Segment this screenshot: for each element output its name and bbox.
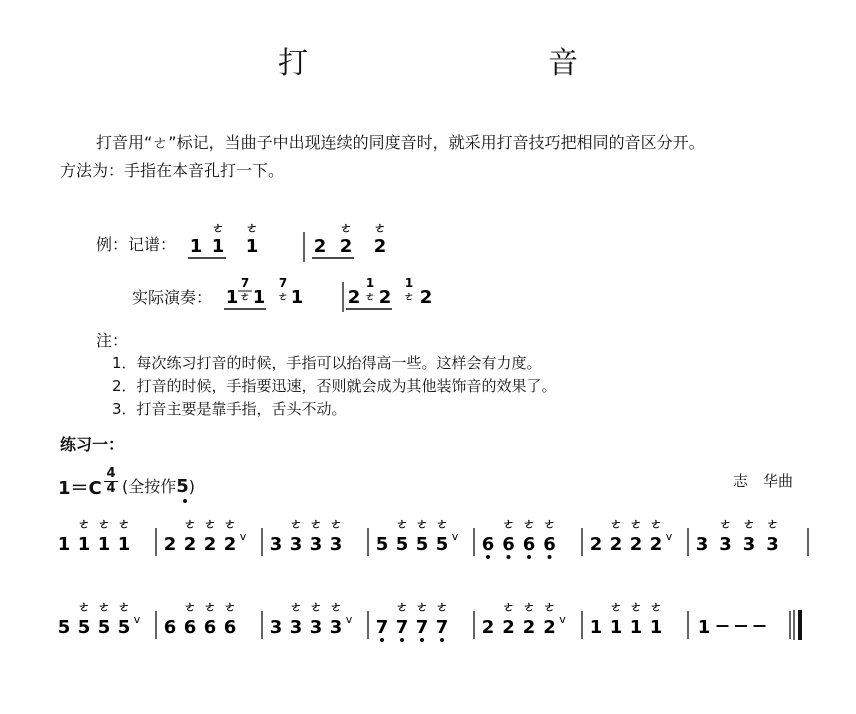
notation-note: 2	[313, 236, 327, 257]
grace-mark: ㄜ	[609, 517, 623, 531]
actual-note: 2	[378, 287, 392, 308]
grace-mark: ㄜ	[97, 517, 111, 531]
exercise-heading: 练习一：	[60, 435, 125, 454]
grace-mark: ㄜ	[183, 517, 197, 531]
exercise-note: 6	[203, 617, 217, 638]
exercise-note: 3	[309, 617, 323, 638]
lower-octave-dot	[420, 638, 424, 642]
grace-mark: ㄜ	[435, 600, 449, 614]
grace-mark: ㄜ	[329, 517, 343, 531]
actual-note: 1	[252, 287, 266, 308]
grace-mark: ㄜ	[365, 292, 375, 303]
exercise-note: 1	[629, 617, 643, 638]
intro-line-2: 方法为：手指在本音孔打一下。	[60, 161, 285, 180]
grace-mark: ㄜ	[117, 600, 131, 614]
exercise-note: 3	[695, 534, 709, 555]
exercise-note: 7	[395, 617, 409, 638]
grace-mark: ㄜ	[203, 600, 217, 614]
exercise-note: 3	[329, 534, 343, 555]
breath-mark: v	[239, 530, 247, 543]
exercise-note: 5	[375, 534, 389, 555]
exercise-note: 6	[522, 534, 536, 555]
exercise-note: 7	[375, 617, 389, 638]
exercise-note: 3	[289, 534, 303, 555]
key-signature: 1＝C	[58, 478, 102, 499]
example-actual-label: 实际演奏：	[132, 288, 213, 307]
exercise-note: 5	[57, 617, 71, 638]
exercise-note: 5	[117, 617, 131, 638]
grace-mark: ㄜ	[502, 600, 515, 614]
grace-mark: ㄜ	[415, 517, 429, 531]
grace-mark: ㄜ	[289, 517, 303, 531]
intro-line-1: 打音用“ㄜ”标记，当曲子中出现连续的同度音时，就采用打音技巧把相同的音区分开。	[96, 133, 705, 152]
breath-mark: v	[451, 530, 459, 543]
actual-note: 1	[225, 287, 239, 308]
grace-mark: ㄜ	[629, 517, 643, 531]
example-notation-label: 例：记谱：	[96, 235, 177, 254]
exercise-note: 2	[203, 534, 217, 555]
exercise-note: 7	[435, 617, 449, 638]
lower-octave-dot	[183, 499, 187, 503]
exercise-note: 1	[589, 617, 603, 638]
exercise-note: 5	[395, 534, 409, 555]
grace-mark: ㄜ	[522, 517, 536, 531]
grace-mark: ㄜ	[289, 600, 303, 614]
grace-mark: ㄜ	[339, 221, 353, 235]
exercise-note: 6	[223, 617, 237, 638]
notes-heading: 注：	[96, 331, 129, 350]
grace-mark: ㄜ	[502, 517, 515, 531]
lower-octave-dot	[548, 555, 552, 559]
exercise-note: 1	[609, 617, 623, 638]
grace-mark: ㄜ	[649, 600, 663, 614]
grace-mark: ㄜ	[117, 517, 131, 531]
exercise-note: 5	[415, 534, 429, 555]
exercise-note: 5	[97, 617, 111, 638]
grace-note: 7	[278, 276, 288, 290]
exercise-note: 3	[309, 534, 323, 555]
grace-mark: ㄜ	[245, 221, 259, 235]
page-title: 打 音	[278, 46, 638, 81]
exercise-note: 1	[97, 534, 111, 555]
lower-octave-dot	[440, 638, 444, 642]
exercise-note: 3	[766, 534, 779, 555]
note-item-1: 1．每次练习打音的时候，手指可以抬得高一些。这样会有力度。	[112, 354, 542, 372]
grace-mark: ㄜ	[183, 600, 197, 614]
exercise-note: 3	[269, 617, 283, 638]
fingering-five: 5	[176, 476, 189, 497]
exercise-note: 3	[329, 617, 343, 638]
exercise-note: 7	[415, 617, 429, 638]
exercise-note: 2	[481, 617, 495, 638]
grace-mark: ㄜ	[766, 517, 779, 531]
grace-mark: ㄜ	[742, 517, 756, 531]
exercise-note: 2	[163, 534, 177, 555]
grace-mark: ㄜ	[77, 600, 91, 614]
breath-mark: v	[133, 613, 141, 626]
grace-mark: ㄜ	[223, 600, 237, 614]
notation-note: 1	[189, 236, 203, 257]
lower-octave-dot	[400, 638, 404, 642]
actual-note: 2	[347, 287, 361, 308]
grace-mark: ㄜ	[649, 517, 663, 531]
exercise-note: 5	[435, 534, 449, 555]
grace-mark: ㄜ	[211, 221, 225, 235]
time-signature	[104, 468, 118, 495]
grace-note: 7	[240, 276, 250, 290]
exercise-note: 2	[609, 534, 623, 555]
lower-octave-dot	[380, 638, 384, 642]
grace-mark: ㄜ	[543, 517, 556, 531]
grace-mark: ㄜ	[395, 517, 409, 531]
exercise-note: 1	[117, 534, 131, 555]
exercise-note: 2	[649, 534, 663, 555]
grace-mark: ㄜ	[373, 221, 387, 235]
grace-mark: ㄜ	[415, 600, 429, 614]
exercise-note: 1	[77, 534, 91, 555]
exercise-note: 2	[223, 534, 237, 555]
exercise-note: 1	[649, 617, 663, 638]
exercise-note: 2	[543, 617, 556, 638]
exercise-note: 2	[589, 534, 603, 555]
exercise-note: 1	[697, 617, 711, 638]
grace-mark: ㄜ	[719, 517, 732, 531]
grace-mark: ㄜ	[97, 600, 111, 614]
exercise-note: 6	[543, 534, 556, 555]
grace-mark: ㄜ	[203, 517, 217, 531]
exercise-note: 3	[719, 534, 732, 555]
exercise-note: 3	[289, 617, 303, 638]
grace-mark: ㄜ	[223, 517, 237, 531]
grace-mark: ㄜ	[629, 600, 643, 614]
final-bar-thick	[798, 610, 802, 640]
exercise-note: 2	[629, 534, 643, 555]
grace-mark: ㄜ	[395, 600, 409, 614]
fingering-note	[122, 474, 195, 500]
grace-note: 1	[404, 276, 414, 290]
actual-note: 1	[290, 287, 304, 308]
exercise-note: 6	[481, 534, 495, 555]
exercise-note: 3	[269, 534, 283, 555]
fingering-suffix: )	[188, 477, 196, 496]
notation-note: 2	[339, 236, 353, 257]
composer: 志 华曲	[733, 472, 794, 490]
exercise-note: 5	[77, 617, 91, 638]
note-item-2: 2．打音的时候，手指要迅速，否则就会成为其他装饰音的效果了。	[112, 377, 557, 395]
exercise-note: 2	[522, 617, 536, 638]
notation-note: 1	[245, 236, 259, 257]
grace-mark: ㄜ	[543, 600, 556, 614]
exercise-note: 2	[183, 534, 197, 555]
grace-mark: ㄜ	[435, 517, 449, 531]
grace-mark: ㄜ	[309, 517, 323, 531]
lower-octave-dot	[507, 555, 511, 559]
breath-mark: v	[559, 613, 566, 626]
grace-mark: ㄜ	[278, 292, 288, 303]
grace-mark: ㄜ	[240, 292, 250, 303]
lower-octave-dot	[486, 555, 490, 559]
notation-note: 2	[373, 236, 387, 257]
exercise-note: 6	[163, 617, 177, 638]
grace-mark: ㄜ	[77, 517, 91, 531]
time-bottom: 4	[106, 481, 116, 496]
exercise-note: 6	[502, 534, 515, 555]
fingering-prefix: (全按作	[122, 477, 177, 496]
time-top: 4	[106, 466, 116, 481]
lower-octave-dot	[527, 555, 531, 559]
grace-mark: ㄜ	[309, 600, 323, 614]
grace-mark: ㄜ	[522, 600, 536, 614]
exercise-note: 1	[57, 534, 71, 555]
note-item-3: 3．打音主要是靠手指，舌头不动。	[112, 400, 347, 418]
grace-mark: ㄜ	[329, 600, 343, 614]
breath-mark: v	[345, 613, 353, 626]
grace-note: 1	[365, 276, 375, 290]
notation-note: 1	[211, 236, 225, 257]
grace-mark: ㄜ	[404, 292, 414, 303]
exercise-note: 2	[502, 617, 515, 638]
exercise-note: 6	[183, 617, 197, 638]
actual-note: 2	[419, 287, 433, 308]
breath-mark: v	[665, 530, 673, 543]
grace-mark: ㄜ	[609, 600, 623, 614]
exercise-note: 3	[742, 534, 756, 555]
